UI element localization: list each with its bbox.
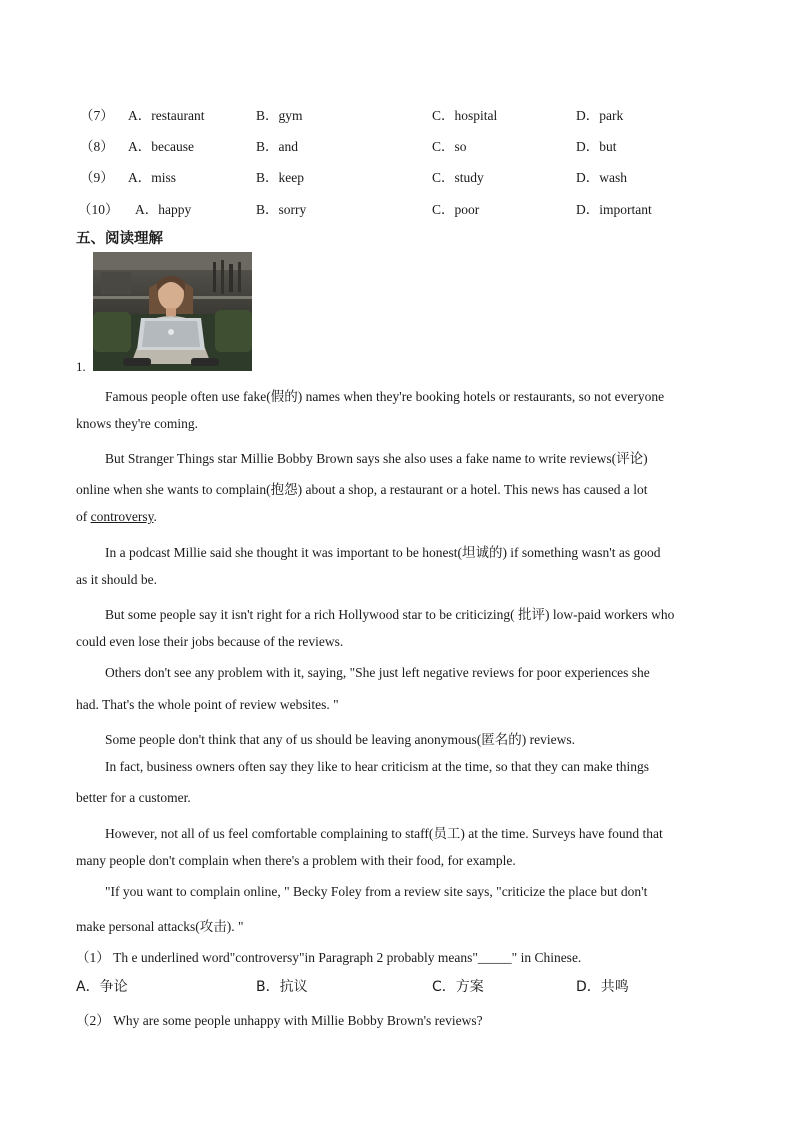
- question-number: （7）: [80, 108, 114, 123]
- question-1-options: [76, 976, 756, 998]
- option-c: C．hospital: [432, 108, 498, 123]
- option-row-10: [80, 198, 760, 220]
- option-row-8: [80, 135, 760, 157]
- passage-line: many people don't complain when there's a problem with their food, for example.: [76, 853, 516, 868]
- passage-line: could even lose their jobs because of the reviews.: [76, 634, 344, 649]
- option-b: B．gym: [256, 108, 303, 123]
- woman-with-laptop-image: [93, 252, 252, 371]
- option-d: D．important: [576, 202, 652, 217]
- passage-line: In fact, business owners often say they like to hear criticism at the time, so that they can make things: [105, 759, 649, 774]
- passage-line: had. That's the whole point of review websites. ": [76, 697, 339, 712]
- option-b: B．and: [256, 139, 298, 154]
- passage-photo: [93, 252, 252, 371]
- question-1-text: （1） Th e underlined word"controversy"in Paragraph 2 probably means"_____" in Chinese.: [76, 950, 582, 965]
- option-c: C．so: [432, 139, 467, 154]
- passage-line: Famous people often use fake(假的) names when they're booking hotels or restaurants, so not everyone: [105, 389, 665, 404]
- option-a: A．because: [128, 139, 194, 154]
- option-c: C．poor: [432, 202, 480, 217]
- option-row-9: [80, 166, 760, 188]
- passage-line: online when she wants to complain(抱怨) about a shop, a restaurant or a hotel. This news has caused a lot: [76, 482, 648, 497]
- passage-line: But Stranger Things star Millie Bobby Brown says she also uses a fake name to write reviews(评论): [105, 451, 648, 466]
- option-a: A．happy: [135, 202, 192, 217]
- question-2-text: （2） Why are some people unhappy with Millie Bobby Brown's reviews?: [76, 1013, 483, 1028]
- option-b: B．sorry: [256, 202, 307, 217]
- section-title: 五、阅读理解: [76, 231, 163, 247]
- option-b: B．keep: [256, 170, 304, 185]
- option-b: B．抗议: [256, 979, 308, 995]
- passage-line: Some people don't think that any of us should be leaving anonymous(匿名的) reviews.: [105, 732, 575, 747]
- option-a: A．miss: [128, 170, 177, 185]
- underlined-word: controversy: [90, 509, 154, 524]
- option-d: D．wash: [576, 170, 627, 185]
- option-d: D．park: [576, 108, 624, 123]
- option-c: C．study: [432, 170, 484, 185]
- passage-text: .: [153, 509, 157, 524]
- option-d: D．but: [576, 139, 617, 154]
- passage-line: better for a customer.: [76, 790, 191, 805]
- option-row-7: [80, 104, 760, 126]
- option-a: A．争论: [76, 979, 128, 995]
- passage-line: Others don't see any problem with it, saying, "She just left negative reviews for poor experiences she: [105, 665, 650, 680]
- question-number: （9）: [80, 170, 114, 185]
- option-d: D．共鸣: [576, 979, 629, 995]
- passage-line: knows they're coming.: [76, 416, 199, 431]
- question-number: （10）: [78, 202, 119, 217]
- option-c: C．方案: [432, 979, 484, 995]
- passage-line: make personal attacks(攻击). ": [76, 919, 244, 934]
- passage-line: However, not all of us feel comfortable complaining to staff(员工) at the time. Surveys have found that: [105, 826, 663, 841]
- question-number: 1.: [76, 359, 86, 374]
- passage-text: of: [76, 509, 91, 524]
- passage-line: But some people say it isn't right for a rich Hollywood star to be criticizing( 批评) low-paid workers who: [105, 607, 675, 622]
- option-a: A．restaurant: [128, 108, 205, 123]
- passage-line: In a podcast Millie said she thought it was important to be honest(坦诚的) if something wasn't as good: [105, 545, 661, 560]
- passage-line: "If you want to complain online, " Becky Foley from a review site says, "criticize the place but don't: [105, 884, 648, 899]
- passage-line: [76, 509, 157, 525]
- question-number: （8）: [80, 139, 114, 154]
- passage-line: as it should be.: [76, 572, 157, 587]
